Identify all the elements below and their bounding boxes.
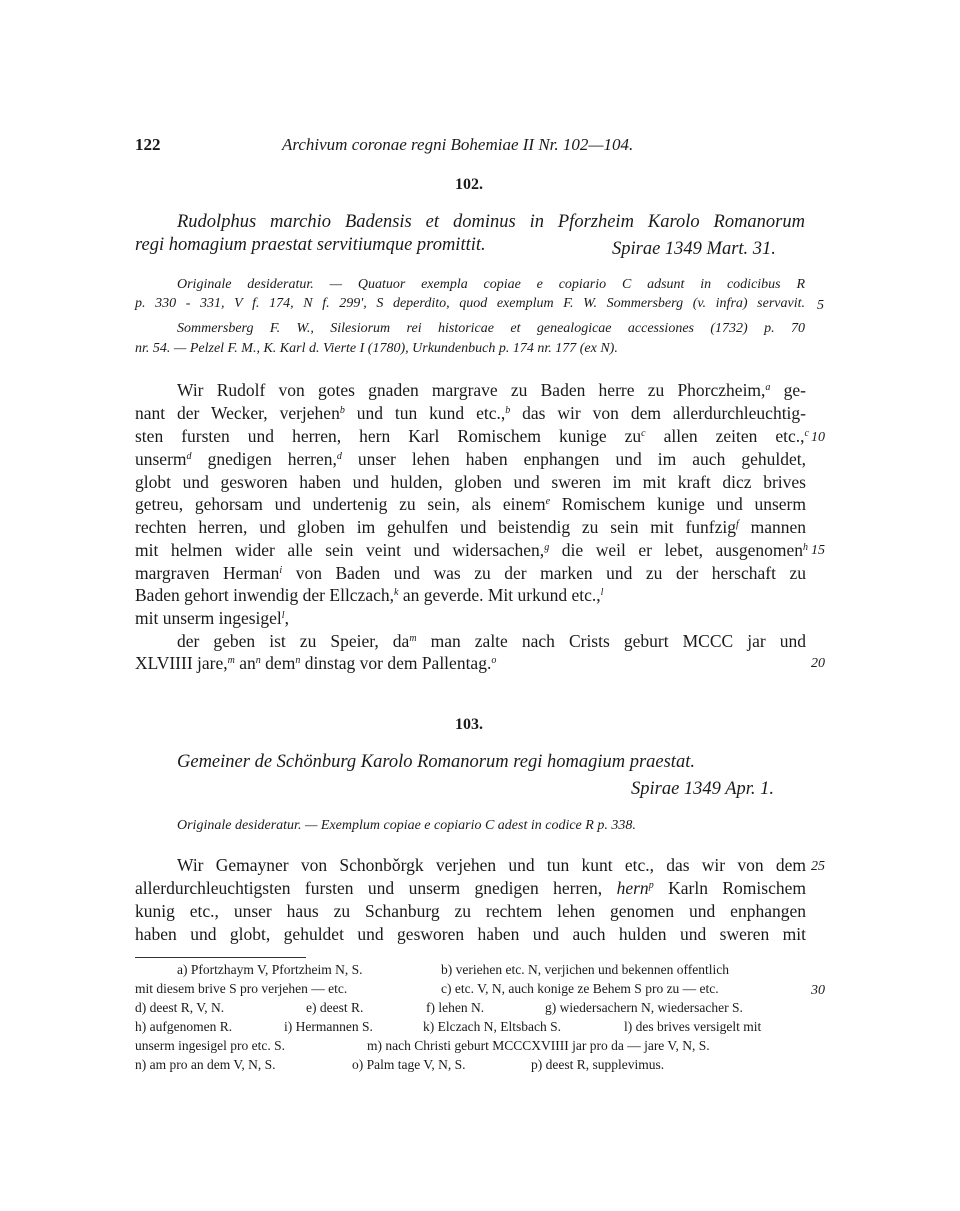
note-102-line-2: p. 330 - 331, V f. 174, N f. 299', S deperdito, quod exemplum F. W. Sommersberg (v. infra) servavit.: [135, 296, 805, 311]
date-102: Spirae 1349 Mart. 31.: [612, 239, 776, 259]
footnote-b: b) veriehen etc. N, verjichen und bekennen offentlich: [441, 962, 730, 977]
footnote-n: n) am pro an dem V, N, S.: [135, 1057, 276, 1072]
footnote-c: c) etc. V, N, auch konige ze Behem S pro zu — etc.: [441, 981, 719, 996]
footnote-k: k) Elczach N, Eltsbach S.: [423, 1019, 561, 1034]
regest-102-line-2: regi homagium praestat servitiumque promittit.: [135, 235, 486, 255]
line-number-10: 10: [811, 430, 825, 445]
note-102-line-4: nr. 54. — Pelzel F. M., K. Karl d. Vierte I (1780), Urkundenbuch p. 174 nr. 177 (ex N).: [135, 341, 618, 356]
note-102-line-1: Originale desideratur. — Quatuor exempla copiae e copiario C adsunt in codicibus R: [177, 277, 805, 292]
text-102-line-10: Baden gehort inwendig der Ellczach,$^k$ an geverde. Mit urkund etc.,$^l$: [135, 585, 604, 605]
footnote-g: g) wiedersachern N, wiedersacher S.: [545, 1000, 743, 1015]
text-102-line-13: XLVIIII jare,$^m$ $an^n$ dem$^n$ dinstag vor dem Pallentag.$^o$: [135, 653, 497, 673]
note-102-line-3: Sommersberg F. W., Silesiorum rei historicae et genealogicae accessiones (1732) p. 70: [177, 321, 805, 336]
text-102-line-5: globt und gesworen haben und hulden, globen und sweren im mit kraft dicz brives: [135, 472, 806, 492]
document-number-102: 102.: [455, 176, 483, 193]
line-number-15: 15: [811, 543, 825, 558]
footnote-m: m) nach Christi geburt MCCCXVIIII jar pro da — jare V, N, S.: [367, 1038, 710, 1053]
footnote-p: p) deest R, supplevimus.: [531, 1057, 665, 1072]
footnote-f: f) lehen N.: [426, 1000, 485, 1015]
line-number-30: 30: [811, 983, 825, 998]
date-103: Spirae 1349 Apr. 1.: [631, 779, 775, 799]
text-102-line-2: nant der Wecker, verjehen$^b$ und tun kund etc.,$^b$ das wir von dem allerdurchleuchtig-: [135, 403, 806, 423]
line-number-20: 20: [811, 656, 825, 671]
regest-102-line-1: Rudolphus marchio Badensis et dominus in Pforzheim Karolo Romanorum: [177, 212, 805, 232]
footnote-rule: [135, 957, 306, 958]
footnote-d: d) deest R, V, N.: [135, 1000, 225, 1015]
footnote-o: o) Palm tage V, N, S.: [352, 1057, 466, 1072]
text-102-line-7: rechten herren, und globen im gehulfen und beistendig zu sein mit funfzig$^f$ mannen: [135, 517, 806, 537]
text-103-line-4: haben und globt, gehuldet und gesworen haben und auch hulden und sweren mit: [135, 924, 806, 944]
text-102-line-9: margraven Herman$^i$ von Baden und was zu der marken und zu der herschaft zu: [135, 563, 806, 583]
footnote-l-end: unserm ingesigel pro etc. S.: [135, 1038, 285, 1053]
running-title: Archivum coronae regni Bohemiae II Nr. 102—104.: [282, 135, 634, 154]
footnote-l: l) des brives versigelt mit: [624, 1019, 762, 1034]
footnote-a: a) Pfortzhaym V, Pfortzheim N, S.: [177, 962, 363, 977]
line-number-25: 25: [811, 859, 825, 874]
text-103-line-1: Wir Gemayner von Schonbǒrgk verjehen und tun kunt etc., das wir von dem: [177, 855, 806, 875]
text-103-line-3: kunig etc., unser haus zu Schanburg zu rechtem lehen genomen und enphangen: [135, 901, 806, 921]
line-number-5: 5: [817, 298, 824, 313]
text-102-line-11: mit unserm ingesigel$^l$,: [135, 608, 289, 628]
regest-103-line-1: Gemeiner de Schönburg Karolo Romanorum regi homagium praestat.: [177, 752, 695, 772]
note-103: Originale desideratur. — Exemplum copiae e copiario C adest in codice R p. 338.: [177, 818, 636, 833]
text-102-line-8: mit helmen wider alle sein veint und widersachen,$^g$ die weil er lebet, ausgenomen$^h$: [135, 540, 808, 560]
text-102-line-6: getreu, gehorsam und undertenig zu sein, als einem$^e$ Romischem kunige und unserm: [135, 494, 806, 514]
text-102-line-12: der geben ist zu Speier, $da^m$ man zalte nach Crists geburt MCCC jar und: [177, 631, 806, 651]
text-102-line-1: Wir Rudolf von gotes gnaden margrave zu Baden herre zu Phorczheim,$^a$ ge-: [177, 380, 806, 400]
page-number: 122: [135, 135, 161, 154]
text-102-line-3: sten fursten und herren, hern Karl Romischem kunige $zu^c$ allen zeiten etc.,$^c$: [135, 426, 809, 446]
footnote-h: h) aufgenomen R.: [135, 1019, 233, 1034]
document-number-103: 103.: [455, 716, 483, 733]
text-102-line-4: unserm$^d$ gnedigen herren,$^d$ unser lehen haben enphangen und im auch gehuldet,: [135, 449, 806, 469]
footnote-l-continuation: mit diesem brive S pro verjehen — etc.: [135, 981, 348, 996]
text-103-line-2: allerdurchleuchtigsten fursten und unserm gnedigen herren, hern$^p$ Karln Romischem: [135, 878, 806, 898]
footnote-i: i) Hermannen S.: [284, 1019, 373, 1034]
footnote-e: e) deest R.: [306, 1000, 364, 1015]
